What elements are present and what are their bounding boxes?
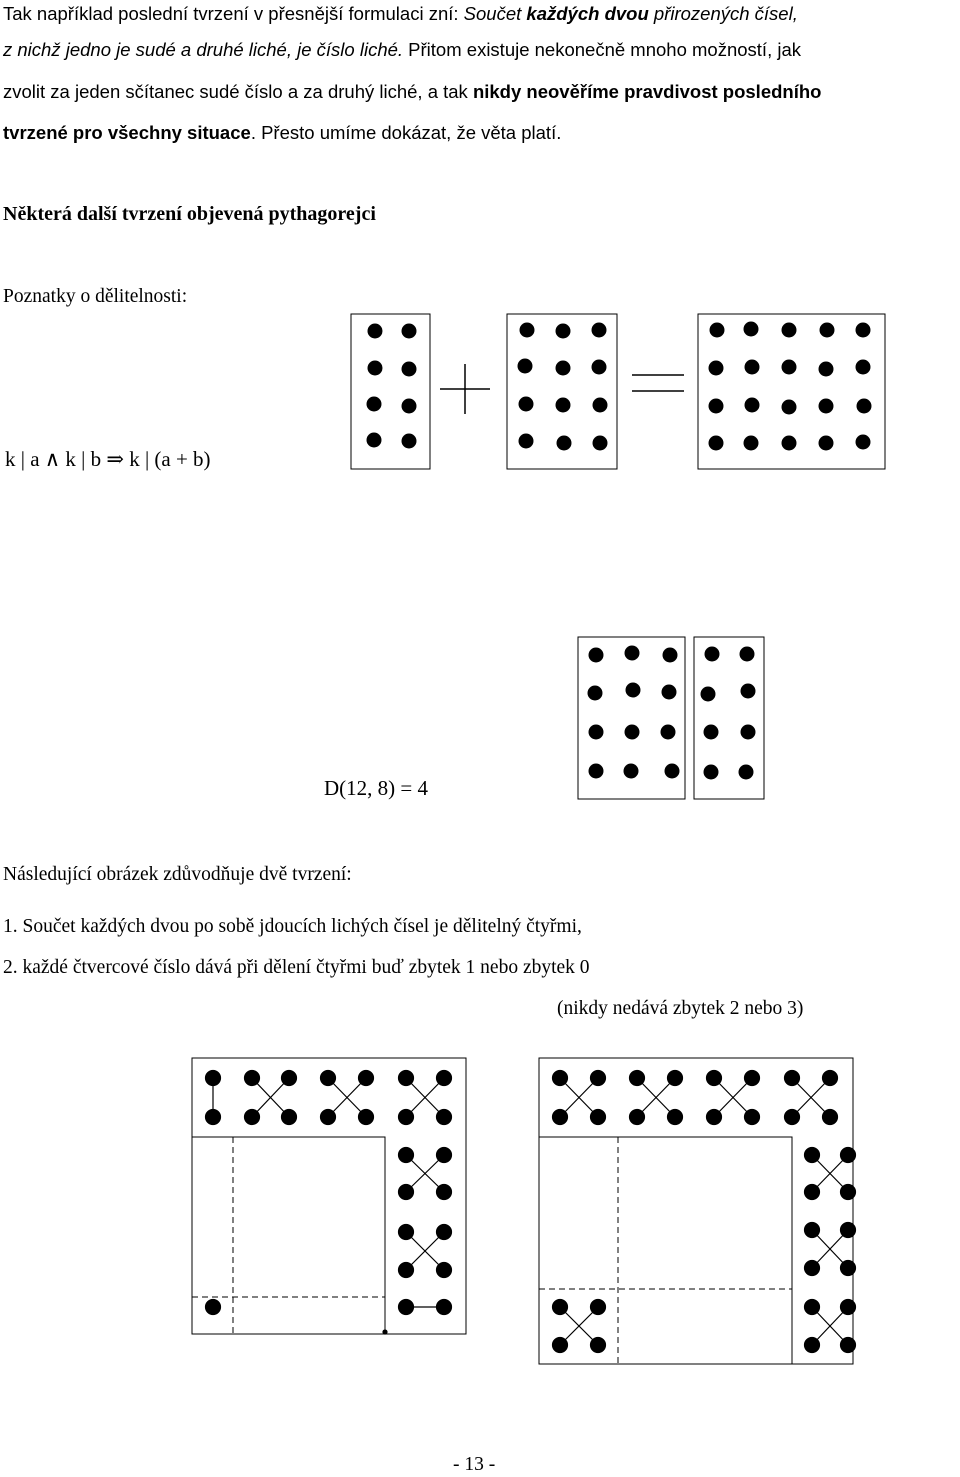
gcd-dots-12: [588, 646, 680, 779]
section-heading: Některá další tvrzení objevená pythagorejci: [3, 203, 376, 225]
page-number: - 13 -: [453, 1454, 496, 1475]
group-sum-dots: [709, 322, 872, 451]
intro-text: Tak například poslední tvrzení v přesnější formulaci zní:: [3, 3, 464, 24]
intro-italic: Součet: [463, 3, 527, 24]
divisibility-formula: k | a ∧ k | b ⇒ k | (a + b): [5, 447, 211, 471]
plus-sign: [440, 364, 490, 414]
intro-text: zvolit za jeden sčítanec sudé číslo a za druhý liché, a tak: [3, 81, 473, 102]
next-intro: Následující obrázek zdůvodňuje dvě tvrzení:: [3, 864, 352, 885]
claim-1: 1. Součet každých dvou po sobě jdoucích lichých čísel je dělitelný čtyřmi,: [3, 916, 582, 937]
divisibility-figure: [351, 314, 885, 469]
left-dots: [206, 1071, 452, 1335]
right-dots: [553, 1071, 856, 1353]
intro-text: Přitom existuje nekonečně mnoho možností, jak: [403, 39, 801, 60]
gcd-formula: D(12, 8) = 4: [324, 776, 428, 800]
gcd-figure: [578, 637, 764, 799]
intro-text: . Přesto umíme dokázat, že věta platí.: [250, 122, 562, 143]
intro-bold-italic: každých dvou: [526, 3, 649, 24]
claim-2: 2. každé čtvercové číslo dává při dělení čtyřmi buď zbytek 1 nebo zbytek 0: [3, 957, 590, 978]
intro-bold: tvrzené pro všechny situace: [3, 122, 251, 143]
group-a-dots: [367, 324, 417, 449]
intro-italic: z nichž jedno je sudé a druhé liché, je číslo liché.: [3, 39, 404, 60]
gcd-dots-8: [701, 647, 756, 780]
square-figure-left: [192, 1058, 466, 1334]
intro-bold: nikdy neověříme pravdivost posledního: [472, 81, 822, 102]
equals-sign: [632, 375, 684, 391]
group-b-dots: [518, 323, 608, 451]
group-a-frame: [351, 314, 430, 469]
divisibility-label: Poznatky o dělitelnosti:: [3, 286, 188, 307]
claim-2-note: (nikdy nedává zbytek 2 nebo 3): [557, 998, 804, 1019]
square-figure-right: [539, 1058, 856, 1364]
intro-italic: přirozených čísel,: [648, 3, 798, 24]
